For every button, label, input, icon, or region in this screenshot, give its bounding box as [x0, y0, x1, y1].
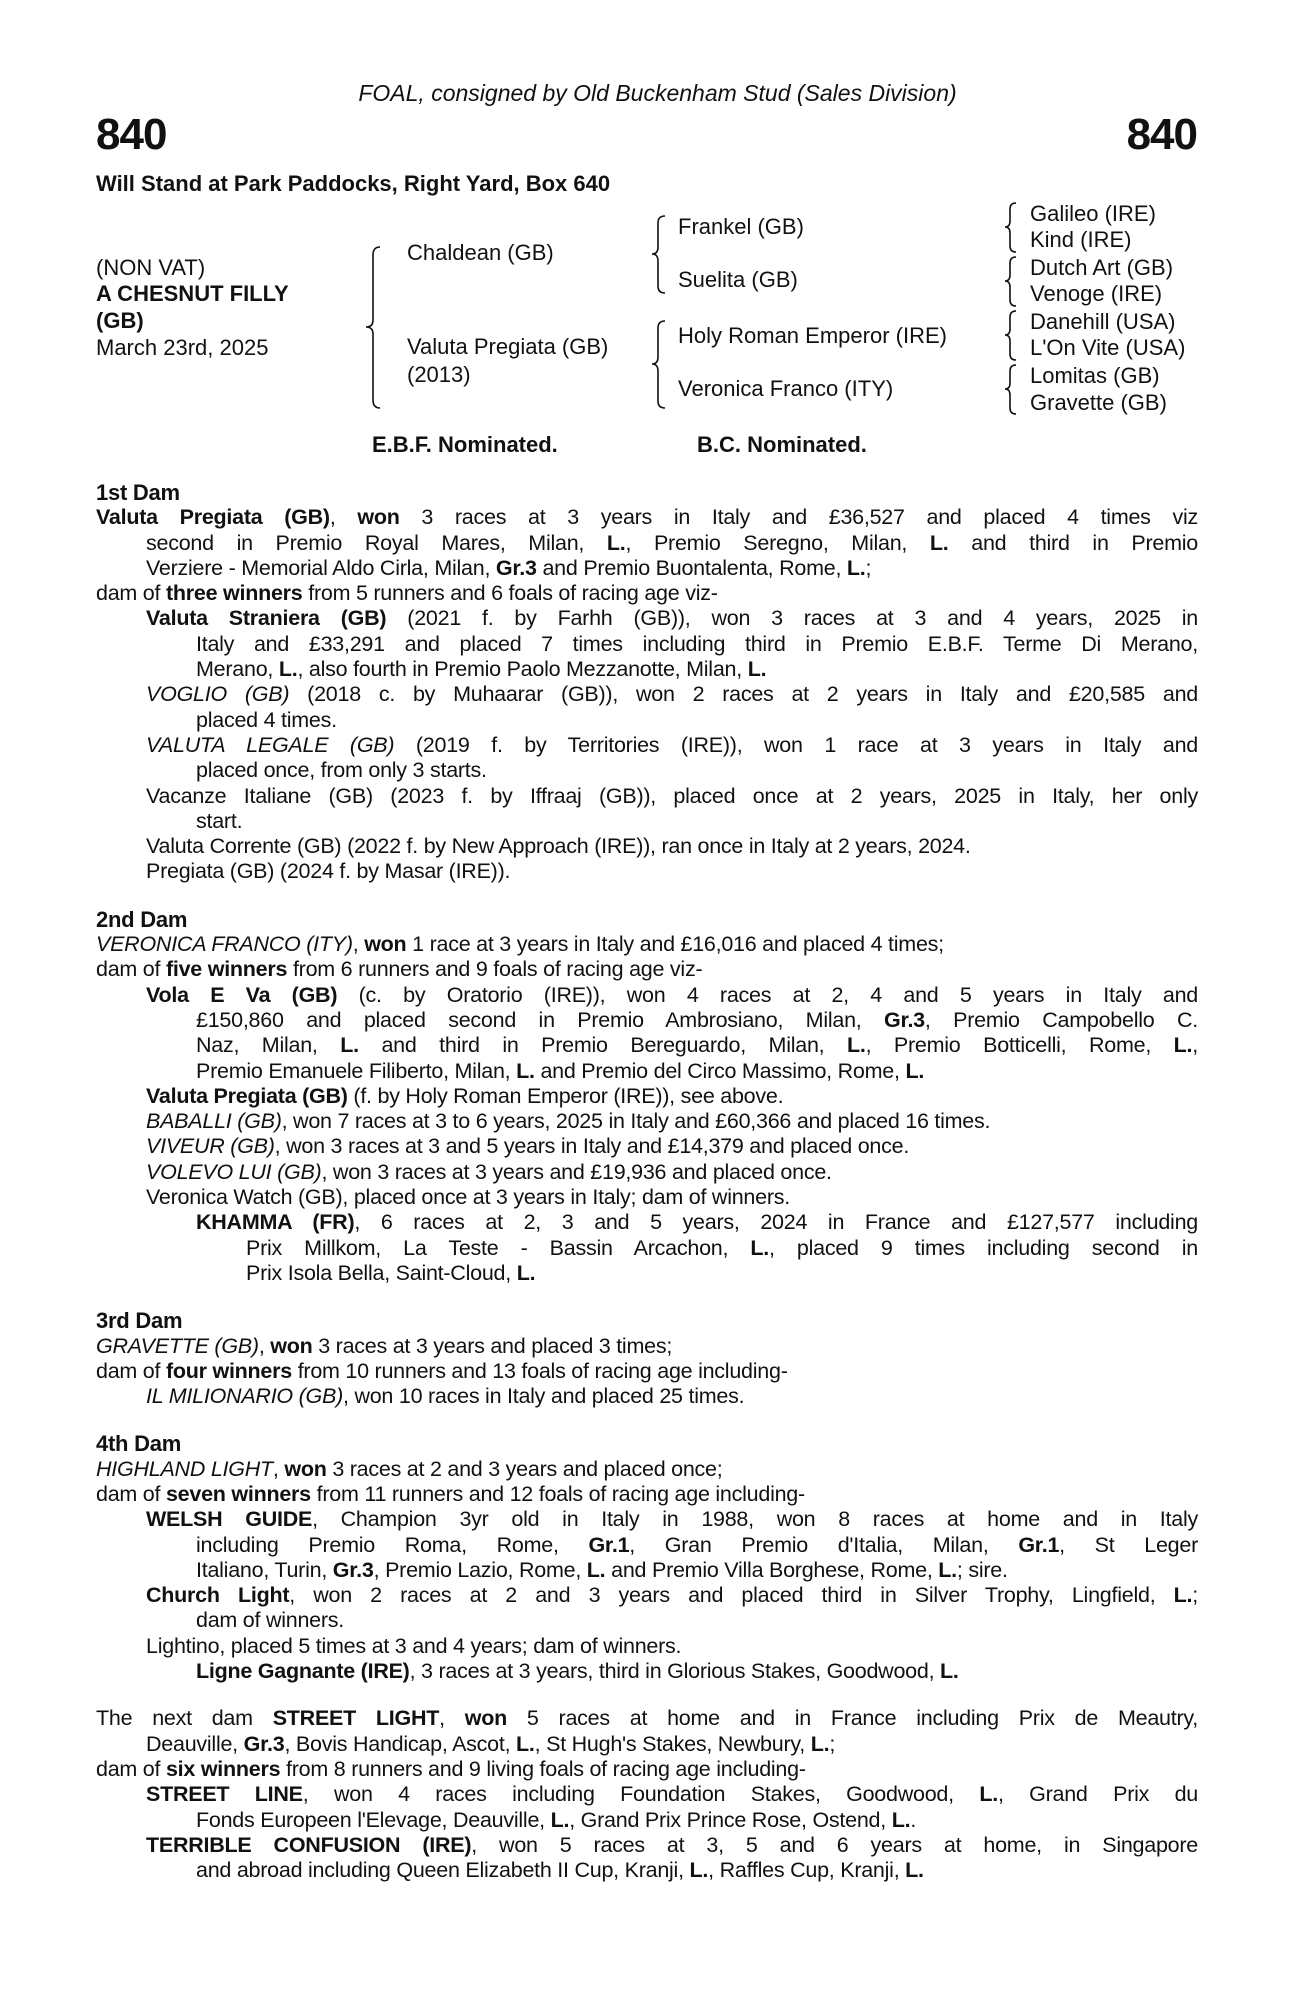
foaling-date: March 23rd, 2025	[96, 335, 269, 360]
italic-text: IL MILIONARIO (GB)	[146, 1384, 343, 1409]
text: placed 4 times.	[196, 707, 337, 732]
great-grandparent: Dutch Art (GB)	[1030, 255, 1174, 280]
progeny-entry	[96, 859, 1198, 884]
bold-text: KHAMMA (FR)	[196, 1210, 355, 1235]
great-grandparent: Venoge (IRE)	[1030, 281, 1163, 306]
italic-text: VALUTA LEGALE (GB)	[146, 732, 395, 757]
bold-text: Vola E Va (GB)	[146, 982, 338, 1007]
progeny-entry	[96, 834, 1198, 859]
produce-record	[96, 480, 1198, 1883]
text-line	[146, 733, 1198, 758]
progeny-entry	[96, 1210, 1198, 1286]
text-line	[146, 1185, 1198, 1210]
progeny-entry	[96, 932, 1198, 957]
text: from 10 runners and 13 foals of racing age including-	[291, 1358, 788, 1383]
bold-text: Gr.3	[332, 1557, 374, 1582]
text-line	[146, 834, 1198, 859]
progeny-entry	[96, 983, 1198, 1084]
great-grandparent: Kind (IRE)	[1030, 227, 1132, 252]
bold-text: STREET LINE	[146, 1782, 303, 1807]
text: , Grand Prix du	[997, 1782, 1199, 1807]
bold-text: Valuta Pregiata (GB)	[96, 505, 330, 530]
bold-text: L.	[846, 1033, 866, 1058]
text: Prix Millkom, La Teste - Bassin Arcachon,	[246, 1235, 751, 1260]
text-line	[146, 1634, 1198, 1659]
text: Merano,	[196, 657, 279, 682]
text: from 6 runners and 9 foals of racing age viz-	[287, 957, 703, 982]
progeny-entry	[96, 733, 1198, 784]
text-line	[146, 1782, 1198, 1807]
text-line	[146, 1507, 1198, 1532]
progeny-entry	[96, 1084, 1198, 1109]
text-line	[196, 809, 1198, 834]
lot-number-right: 840	[1126, 110, 1197, 159]
text: and Premio Villa Borghese, Rome,	[605, 1557, 939, 1582]
bold-text: L.	[891, 1807, 911, 1832]
bold-text: L.	[516, 1058, 535, 1083]
consignment-line: FOAL, consigned by Old Buckenham Stud (Sales Division)	[358, 80, 957, 106]
text: 3 races at 2 and 3 years and placed once;	[326, 1456, 723, 1481]
great-grandparent: Gravette (GB)	[1030, 390, 1167, 415]
bold-text: Gr.3	[495, 555, 537, 580]
great-grandparent: Danehill (USA)	[1030, 309, 1176, 334]
text: , also fourth in Premio Paolo Mezzanotte, Milan,	[297, 657, 748, 682]
progeny-entry	[96, 1659, 1198, 1684]
text: (2021 f. by Farhh (GB)), won 3 races at 3 and 4 years, 2025 in	[386, 606, 1198, 631]
text: , Premio Lazio, Rome,	[373, 1557, 587, 1582]
brace-sire-dam	[366, 247, 380, 408]
progeny-entry	[96, 1757, 1198, 1782]
text: ;	[829, 1731, 836, 1756]
text: ,	[439, 1706, 465, 1731]
dam-section	[96, 1431, 1198, 1684]
dam-year: (2013)	[407, 362, 471, 387]
bold-text: L.	[905, 1858, 924, 1883]
text-line	[196, 758, 1198, 783]
progeny-entry	[96, 1334, 1198, 1359]
text-line	[146, 784, 1198, 809]
bold-text: four winners	[165, 1358, 292, 1383]
bold-text: Church Light	[146, 1583, 290, 1608]
text-line	[196, 1033, 1198, 1058]
italic-text: BABALLI (GB)	[146, 1109, 282, 1134]
text-line	[96, 1334, 1198, 1359]
text: , Premio Botticelli, Rome,	[865, 1033, 1174, 1058]
text-line	[96, 1706, 1198, 1731]
progeny-entry	[96, 1185, 1198, 1210]
text: ;	[865, 555, 872, 580]
text: and Premio Buontalenta, Rome,	[536, 555, 847, 580]
text-line	[146, 1134, 1198, 1159]
great-grandparent: Lomitas (GB)	[1030, 363, 1160, 388]
text: second in Premio Royal Mares, Milan,	[146, 530, 607, 555]
text: , won 2 races at 2 and 3 years and placed third in Silver Trophy, Lingfield,	[289, 1583, 1174, 1608]
bold-text: L.	[938, 1557, 957, 1582]
dam-section	[96, 1706, 1198, 1883]
bold-text: L.	[516, 1731, 535, 1756]
text: £150,860 and placed second in Premio Ambrosiano, Milan,	[196, 1007, 885, 1032]
bold-text: L.	[1173, 1583, 1193, 1608]
bold-text: L.	[940, 1659, 959, 1684]
text: including Premio Roma, Rome,	[196, 1532, 589, 1557]
horse-name-country: (GB)	[96, 308, 144, 333]
text-line	[146, 1583, 1198, 1608]
text: Veronica Watch (GB), placed once at 3 years in Italy; dam of winners.	[146, 1185, 790, 1210]
text: Prix Isola Bella, Saint-Cloud,	[246, 1260, 517, 1285]
italic-text: VOLEVO LUI (GB)	[146, 1159, 322, 1184]
text: , won 3 races at 3 years and £19,936 and placed once.	[321, 1159, 832, 1184]
text-line	[196, 1558, 1198, 1583]
text: Naz, Milan,	[196, 1033, 341, 1058]
text: start.	[196, 808, 243, 833]
text: Premio Emanuele Filiberto, Milan,	[196, 1058, 517, 1083]
bold-text: won	[464, 1706, 508, 1731]
progeny-entry	[96, 682, 1198, 733]
progeny-entry	[96, 1134, 1198, 1159]
text-line	[196, 1533, 1198, 1558]
text-line	[196, 1659, 1198, 1684]
text-line	[246, 1236, 1198, 1261]
text: and third in Premio	[948, 530, 1198, 555]
text-line	[146, 1160, 1198, 1185]
text-line	[146, 859, 1198, 884]
bold-text: Gr.3	[884, 1007, 925, 1032]
text-line	[96, 957, 1198, 982]
bold-text: L.	[1173, 1033, 1193, 1058]
text: Valuta Corrente (GB) (2022 f. by New Approach (IRE)), ran once in Italy at 2 years, 2024.	[146, 834, 971, 859]
text: and Premio del Circo Massimo, Rome,	[534, 1058, 906, 1083]
bold-text: L.	[747, 657, 767, 682]
text-line	[196, 657, 1198, 682]
grandsire-paternal: Frankel (GB)	[678, 214, 804, 239]
section-heading: 3rd Dam	[96, 1308, 183, 1334]
bold-text: won	[364, 932, 407, 957]
text: dam of winners.	[196, 1608, 345, 1633]
bold-text: L.	[846, 555, 866, 580]
bold-text: L.	[340, 1033, 359, 1058]
text: , St Leger	[1059, 1532, 1198, 1557]
text: , won 5 races at 3, 5 and 6 years at home, in Singapore	[471, 1832, 1199, 1857]
bold-text: seven winners	[165, 1481, 311, 1506]
text: from 8 runners and 9 living foals of racing age including-	[280, 1756, 806, 1781]
text: , Premio Campobello C.	[924, 1007, 1198, 1032]
italic-text: VERONICA FRANCO (ITY)	[96, 932, 353, 957]
bc-nomination: B.C. Nominated.	[697, 432, 867, 457]
text: dam of	[96, 1756, 166, 1781]
text: , won 7 races at 3 to 6 years, 2025 in Italy and £60,366 and placed 16 times.	[281, 1109, 991, 1134]
progeny-entry	[96, 581, 1198, 606]
bold-text: L.	[278, 657, 298, 682]
bold-text: L.	[516, 1260, 536, 1285]
progeny-entry	[96, 1359, 1198, 1384]
text: .	[910, 1807, 917, 1832]
section-heading: 4th Dam	[96, 1431, 182, 1457]
italic-text: VOGLIO (GB)	[146, 682, 290, 707]
text-line	[146, 983, 1198, 1008]
text: Pregiata (GB) (2024 f. by Masar (IRE)).	[146, 859, 511, 884]
bold-text: L.	[979, 1782, 998, 1807]
text: dam of	[96, 1481, 166, 1506]
progeny-entry	[96, 1706, 1198, 1757]
progeny-entry	[96, 1583, 1198, 1634]
text: , Grand Prix Prince Rose, Ostend,	[569, 1807, 892, 1832]
text: 3 races at 3 years and placed 3 times;	[312, 1333, 673, 1358]
italic-text: HIGHLAND LIGHT	[96, 1456, 273, 1481]
brace-gg2	[1005, 257, 1016, 306]
text: ,	[258, 1333, 271, 1358]
text-line	[196, 1858, 1198, 1883]
italic-text: GRAVETTE (GB)	[96, 1333, 259, 1358]
text: , 3 races at 3 years, third in Glorious Stakes, Goodwood,	[409, 1659, 941, 1684]
bold-text: Gr.3	[243, 1731, 285, 1756]
text-line	[146, 1833, 1198, 1858]
text: , Gran Premio d'Italia, Milan,	[629, 1532, 1019, 1557]
text-line	[146, 606, 1198, 631]
text: (c. by Oratorio (IRE)), won 4 races at 2, 4 and 5 years in Italy and	[337, 982, 1198, 1007]
text: (2018 c. by Muhaarar (GB)), won 2 races at 2 years in Italy and £20,585 and	[289, 682, 1198, 707]
text: Fonds Europeen l'Elevage, Deauville,	[196, 1807, 551, 1832]
text: (2019 f. by Territories (IRE)), won 1 race at 3 years in Italy and	[394, 732, 1199, 757]
text-line	[146, 682, 1198, 707]
text-line	[146, 1732, 1198, 1757]
brace-sire-parents	[652, 216, 665, 293]
text-line	[96, 1457, 1198, 1482]
text-line	[146, 1109, 1198, 1134]
text: , Premio Seregno, Milan,	[625, 530, 930, 555]
text: , Bovis Handicap, Ascot,	[284, 1731, 517, 1756]
bold-text: L.	[586, 1557, 606, 1582]
granddam-paternal: Suelita (GB)	[678, 267, 798, 292]
brace-dam-parents	[652, 321, 665, 408]
text-line	[96, 505, 1198, 530]
brace-gg1	[1005, 203, 1016, 252]
text: placed once, from only 3 starts.	[196, 758, 487, 783]
vat-status: (NON VAT)	[96, 255, 206, 280]
progeny-entry	[96, 606, 1198, 682]
bold-text: L.	[550, 1807, 570, 1832]
text: dam of	[96, 581, 166, 606]
text-line	[196, 708, 1198, 733]
bold-text: Gr.1	[1018, 1532, 1060, 1557]
progeny-entry	[96, 1482, 1198, 1507]
text: Vacanze Italiane (GB) (2023 f. by Iffraaj (GB)), placed once at 2 years, 2025 in Italy, her only	[146, 783, 1198, 808]
text: Italy and £33,291 and placed 7 times including third in Premio E.B.F. Terme Di Merano,	[196, 631, 1198, 656]
dam-section	[96, 480, 1198, 885]
text-line	[96, 1359, 1198, 1384]
progeny-entry	[96, 1782, 1198, 1833]
text-line	[96, 1757, 1198, 1782]
brace-gg3	[1005, 311, 1016, 360]
text-line	[96, 1482, 1198, 1507]
bold-text: L.	[750, 1235, 769, 1260]
text-line	[146, 556, 1198, 581]
text-line	[196, 1059, 1198, 1084]
brace-gg4	[1005, 365, 1016, 414]
bold-text: won	[270, 1333, 313, 1358]
bold-text: L.	[606, 530, 626, 555]
text: ; sire.	[956, 1557, 1008, 1582]
ebf-nomination: E.B.F. Nominated.	[372, 432, 558, 457]
bold-text: Valuta Pregiata (GB)	[146, 1083, 348, 1108]
great-grandparent: L'On Vite (USA)	[1030, 335, 1186, 360]
horse-name: A CHESNUT FILLY	[96, 281, 289, 306]
text: Deauville,	[146, 1731, 244, 1756]
bold-text: Valuta Straniera (GB)	[146, 606, 387, 631]
progeny-entry	[96, 1109, 1198, 1134]
text: Verziere - Memorial Aldo Cirla, Milan,	[146, 555, 496, 580]
bold-text: Ligne Gagnante (IRE)	[196, 1659, 410, 1684]
text: and third in Premio Bereguardo, Milan,	[358, 1033, 847, 1058]
text: and abroad including Queen Elizabeth II Cup, Kranji,	[196, 1858, 690, 1883]
text: , 6 races at 2, 3 and 5 years, 2024 in France and £127,577 including	[354, 1210, 1199, 1235]
bold-text: six winners	[165, 1756, 281, 1781]
text-line	[146, 531, 1198, 556]
text: Lightino, placed 5 times at 3 and 4 years; dam of winners.	[146, 1633, 682, 1658]
text-line	[196, 632, 1198, 657]
text-line	[146, 1084, 1198, 1109]
text-line	[196, 1608, 1198, 1633]
text: from 11 runners and 12 foals of racing age including-	[310, 1481, 805, 1506]
text: Italiano, Turin,	[196, 1557, 333, 1582]
bold-text: TERRIBLE CONFUSION (IRE)	[146, 1832, 472, 1857]
bold-text: L.	[929, 530, 949, 555]
granddam-maternal: Veronica Franco (ITY)	[678, 376, 894, 401]
text: , won 4 races including Foundation Stakes, Goodwood,	[302, 1782, 980, 1807]
text: , won 10 races in Italy and placed 25 times.	[343, 1384, 745, 1409]
bold-text: L.	[810, 1731, 830, 1756]
great-grandparent: Galileo (IRE)	[1030, 201, 1156, 226]
stand-location: Will Stand at Park Paddocks, Right Yard, Box 640	[96, 171, 611, 196]
text: ,	[352, 932, 365, 957]
bold-text: won	[357, 505, 400, 530]
text-line	[96, 932, 1198, 957]
bold-text: WELSH GUIDE	[146, 1507, 313, 1532]
sire: Chaldean (GB)	[407, 240, 554, 265]
text-line	[96, 581, 1198, 606]
progeny-entry	[96, 1507, 1198, 1583]
italic-text: VIVEUR (GB)	[146, 1134, 275, 1159]
text: , won 3 races at 3 and 5 years in Italy and £14,379 and placed once.	[274, 1134, 910, 1159]
dam: Valuta Pregiata (GB)	[407, 334, 609, 359]
progeny-entry	[96, 957, 1198, 982]
text: , St Hugh's Stakes, Newbury,	[534, 1731, 811, 1756]
bold-text: L.	[689, 1858, 709, 1883]
text: ,	[329, 505, 358, 530]
dam-section	[96, 1308, 1198, 1409]
text: ,	[272, 1456, 285, 1481]
text: 5 races at home and in France including Prix de Meautry,	[507, 1706, 1198, 1731]
bold-text: Gr.1	[588, 1532, 630, 1557]
bold-text: L.	[905, 1058, 925, 1083]
text: dam of	[96, 1358, 166, 1383]
text-line	[196, 1808, 1198, 1833]
section-heading: 2nd Dam	[96, 906, 188, 932]
bold-text: three winners	[165, 581, 303, 606]
grandsire-maternal: Holy Roman Emperor (IRE)	[678, 323, 947, 348]
bold-text: won	[284, 1456, 327, 1481]
progeny-entry	[96, 1457, 1198, 1482]
text-line	[246, 1261, 1198, 1286]
text: , Raffles Cup, Kranji,	[708, 1858, 906, 1883]
lot-number-left: 840	[96, 110, 167, 159]
text: dam of	[96, 957, 166, 982]
text: The next dam	[96, 1706, 273, 1731]
text: 3 races at 3 years in Italy and £36,527 and placed 4 times viz	[399, 505, 1199, 530]
text: 1 race at 3 years in Italy and £16,016 and placed 4 times;	[406, 932, 944, 957]
progeny-entry	[96, 1384, 1198, 1409]
section-heading: 1st Dam	[96, 480, 180, 505]
text: , Champion 3yr old in Italy in 1988, won 8 races at home and in Italy	[312, 1507, 1198, 1532]
bold-text: STREET LIGHT	[272, 1706, 440, 1731]
text: ;	[1192, 1583, 1198, 1608]
progeny-entry	[96, 1833, 1198, 1884]
progeny-entry	[96, 1634, 1198, 1659]
bold-text: five winners	[165, 957, 288, 982]
text-line	[196, 1210, 1198, 1235]
progeny-entry	[96, 784, 1198, 835]
dam-section	[96, 907, 1198, 1286]
progeny-entry	[96, 505, 1198, 581]
text: (f. by Holy Roman Emperor (IRE)), see above.	[347, 1083, 784, 1108]
text-line	[146, 1384, 1198, 1409]
text: ,	[1192, 1033, 1198, 1058]
text: , placed 9 times including second in	[769, 1235, 1198, 1260]
text-line	[196, 1008, 1198, 1033]
text: from 5 runners and 6 foals of racing age viz-	[302, 581, 718, 606]
progeny-entry	[96, 1160, 1198, 1185]
